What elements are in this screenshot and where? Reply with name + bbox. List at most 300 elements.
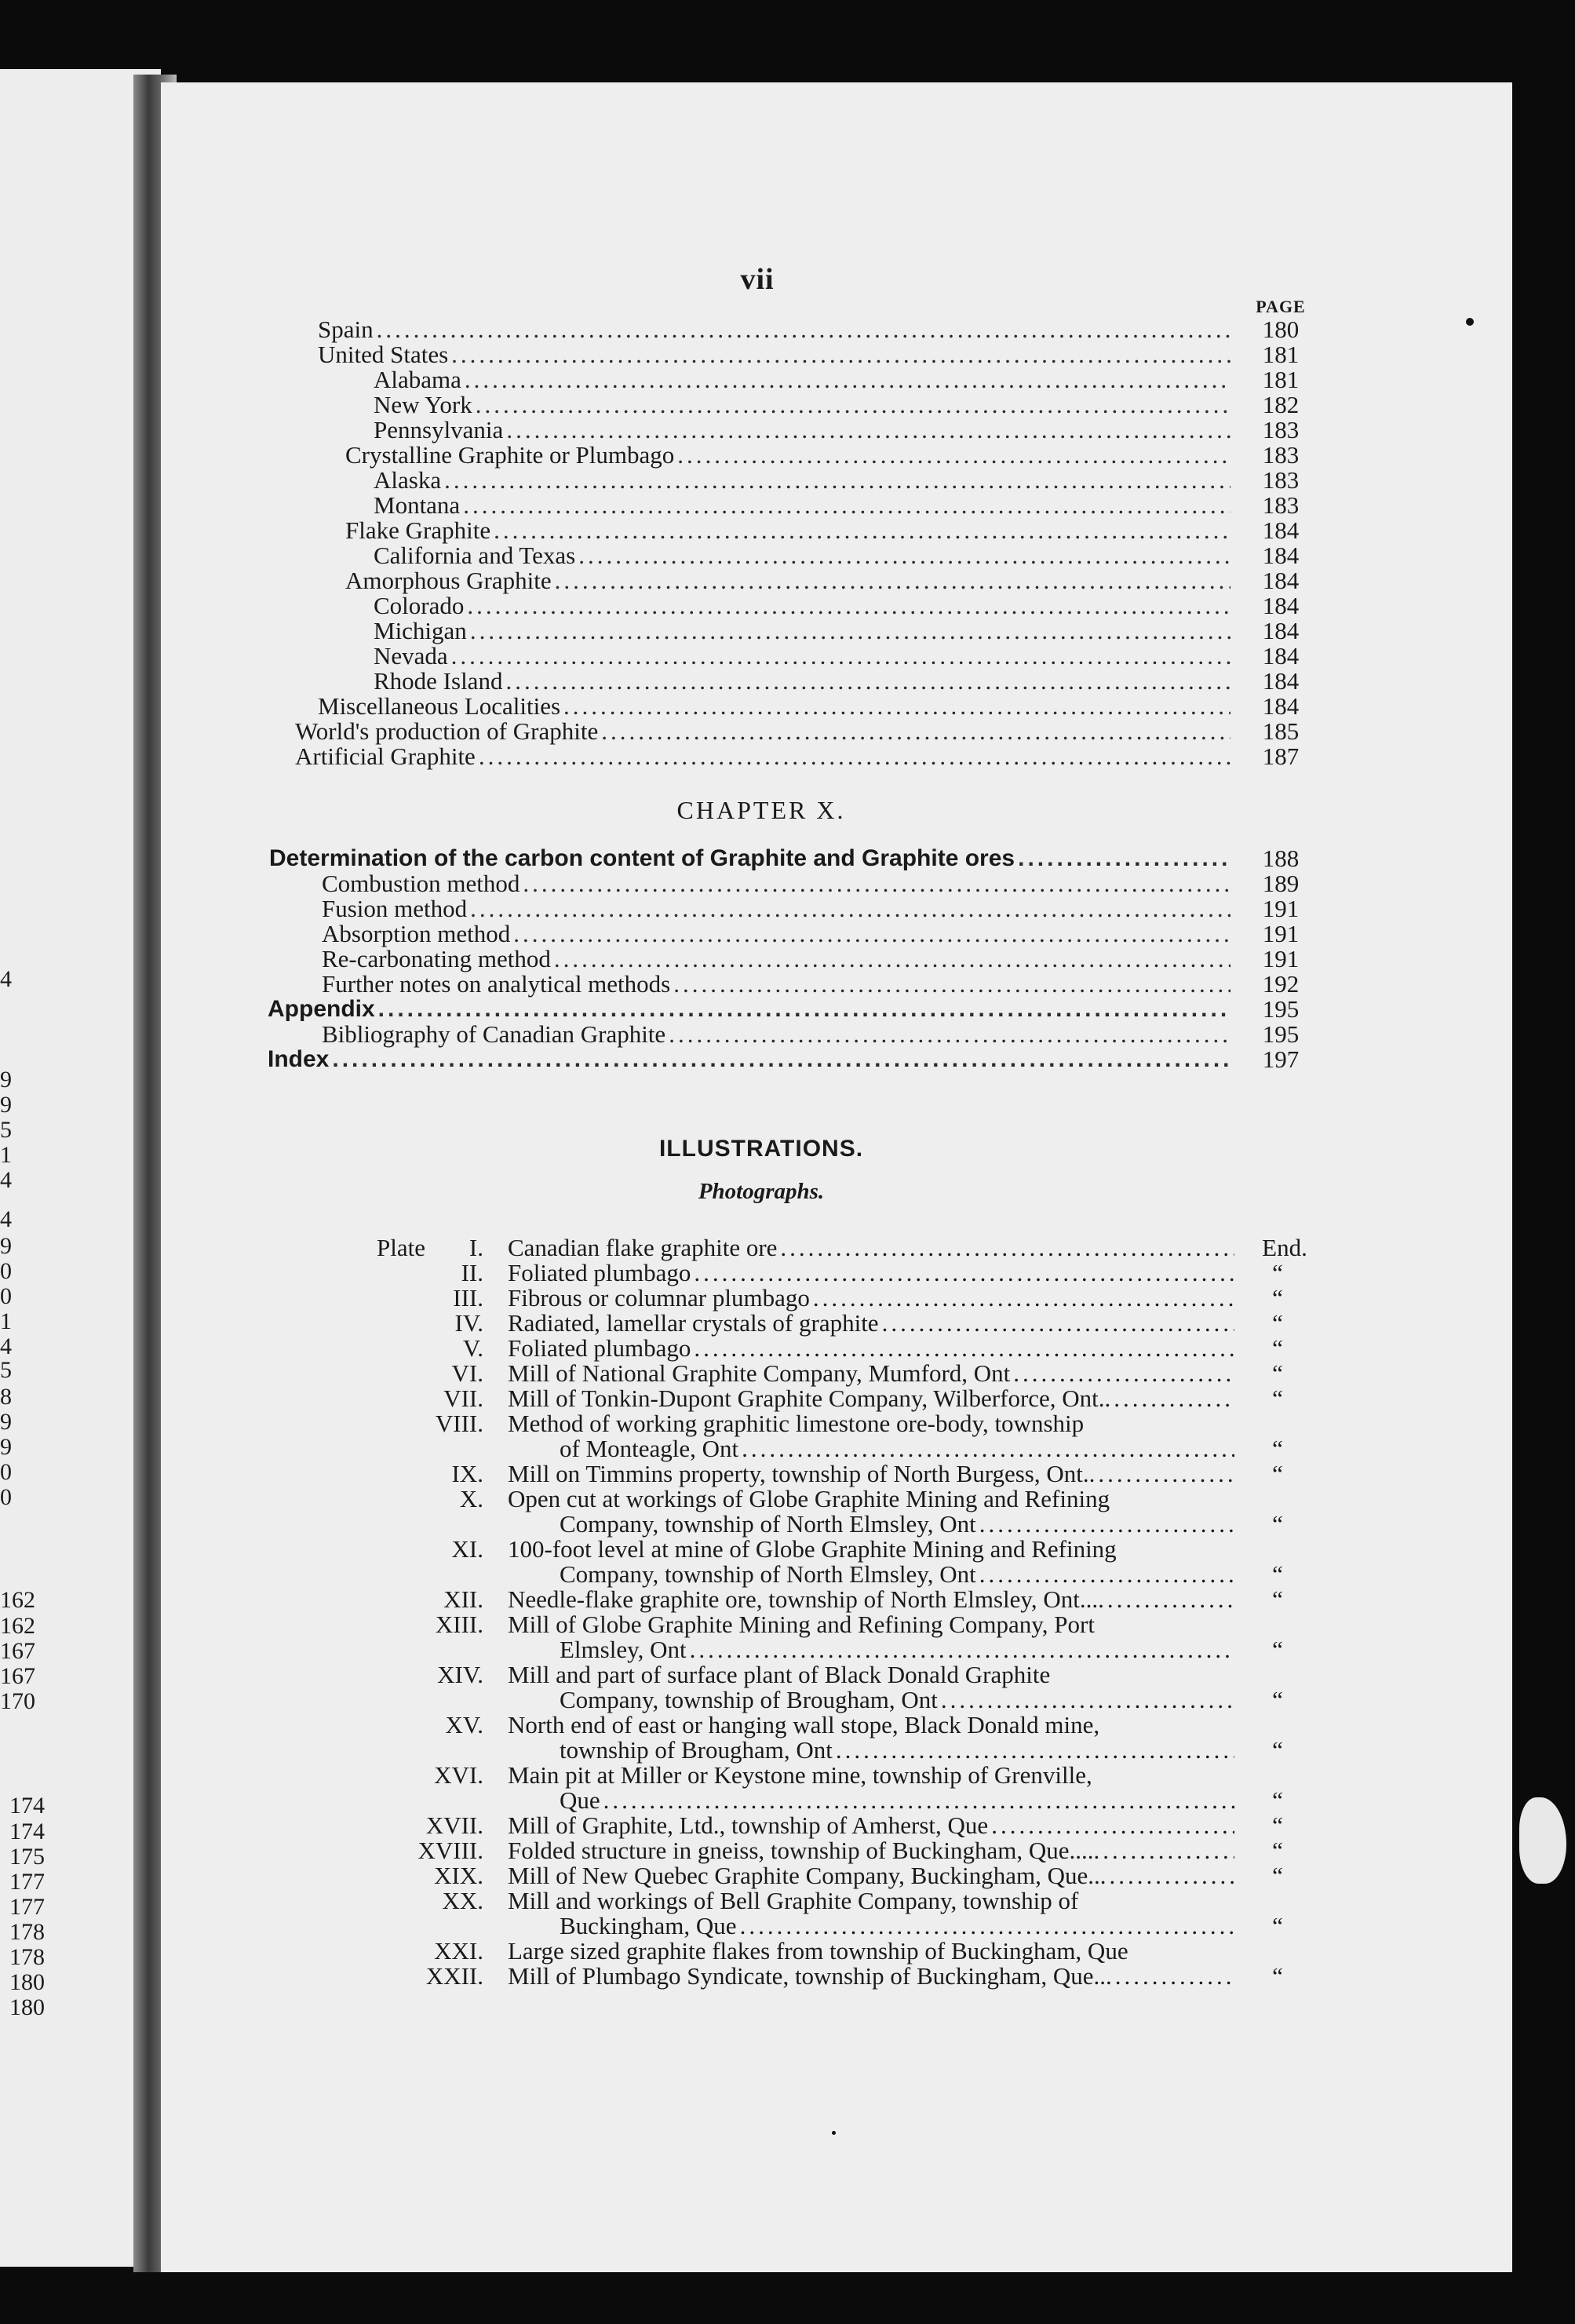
margin-page-number: 174 (9, 1793, 45, 1819)
toc-entry (374, 592, 1300, 619)
toc-page-number: 183 (1262, 491, 1300, 519)
illustrations-heading: ILLUSTRATIONS. (658, 1136, 864, 1162)
dot-leader (690, 1637, 1234, 1662)
toc-entry (374, 391, 1300, 418)
plate-entry (0, 1813, 1334, 1838)
toc-entry (268, 995, 1300, 1023)
plate-number: XIX. (434, 1862, 483, 1889)
dot-leader (742, 1436, 1234, 1461)
margin-page-number: 1 (0, 1142, 12, 1168)
plate-page-ref: “ (1272, 1334, 1283, 1362)
dot-leader (694, 1261, 1234, 1286)
toc-page-number: 184 (1262, 642, 1300, 669)
dot-leader (669, 1022, 1230, 1047)
dot-leader (505, 669, 1230, 694)
dot-leader (467, 593, 1230, 618)
caption-text: Mill of New Quebec Graphite Company, Buckingham, Que... (508, 1862, 1107, 1889)
toc-entry (295, 742, 1300, 770)
plate-entry (0, 1308, 1334, 1337)
plate-caption (508, 1311, 1238, 1336)
margin-page-number: 0 (0, 1283, 12, 1309)
plate-entry (0, 1386, 1334, 1411)
dot-leader (979, 1512, 1234, 1537)
dot-leader (1107, 1587, 1234, 1612)
toc-entry-label: Montana (374, 491, 461, 519)
dot-leader (451, 644, 1230, 669)
caption-line (508, 1286, 1238, 1311)
caption-line (508, 1738, 1238, 1763)
toc-page-number: 189 (1262, 870, 1300, 897)
toc-page-number: 197 (1262, 1045, 1300, 1073)
dot-leader (494, 518, 1230, 543)
caption-line (508, 1914, 1238, 1939)
toc-entry-label: Rhode Island (374, 667, 503, 695)
plate-page-ref: “ (1272, 1837, 1283, 1864)
plate-number: XX. (442, 1887, 483, 1914)
plate-caption (508, 1411, 1238, 1461)
caption-line (508, 1361, 1238, 1386)
plate-page-ref: “ (1272, 1736, 1283, 1764)
plate-entry (0, 1713, 1334, 1763)
plate-page-ref: “ (1272, 1309, 1283, 1337)
margin-page-number: 167 (0, 1638, 35, 1664)
caption-text: Foliated plumbago (508, 1259, 691, 1286)
caption-line (508, 1386, 1238, 1411)
toc-entry (318, 316, 1300, 343)
margin-page-number: 0 (0, 1459, 12, 1485)
plate-caption (508, 1587, 1238, 1612)
caption-line (508, 1436, 1238, 1461)
plate-caption (508, 1863, 1238, 1888)
caption-line (508, 1788, 1238, 1813)
toc-entry-label: Absorption method (322, 920, 511, 947)
toc-page-number: 191 (1262, 895, 1300, 922)
caption-text: 100-foot level at mine of Globe Graphite Mining and Refining (508, 1535, 1117, 1563)
toc-page-number: 184 (1262, 542, 1300, 569)
plate-caption (508, 1461, 1238, 1487)
caption-line (508, 1964, 1238, 1989)
plate-caption (508, 1888, 1238, 1939)
plate-caption (508, 1939, 1238, 1964)
dot-leader (991, 1813, 1234, 1838)
plate-page-ref: “ (1272, 1359, 1283, 1387)
caption-text: Company, township of North Elmsley, Ont (560, 1510, 976, 1538)
plate-entry (0, 1888, 1334, 1939)
toc-entry (322, 895, 1300, 922)
plate-caption (508, 1336, 1238, 1361)
toc-entry-label: Miscellaneous Localities (318, 692, 561, 720)
caption-text: Canadian flake graphite ore (508, 1234, 778, 1261)
caption-line (508, 1612, 1238, 1637)
plate-caption (508, 1964, 1238, 1989)
plate-caption (508, 1386, 1238, 1411)
plate-page-ref: End. (1262, 1234, 1307, 1261)
plate-entry (0, 1838, 1334, 1863)
caption-line (508, 1587, 1238, 1612)
toc-page-number: 187 (1262, 742, 1300, 770)
toc-entry (295, 717, 1300, 745)
toc-entry (374, 667, 1300, 695)
toc-entry-label: Spain (318, 316, 374, 343)
margin-page-number: 9 (0, 1067, 12, 1093)
plate-page-ref: “ (1272, 1385, 1283, 1412)
plate-caption (508, 1361, 1238, 1386)
dot-leader (554, 947, 1230, 972)
plate-number: I. (468, 1234, 483, 1261)
toc-page-number: 185 (1262, 717, 1300, 745)
plate-caption (508, 1838, 1238, 1863)
caption-text: of Monteagle, Ont (560, 1435, 739, 1462)
plate-number: VI. (451, 1359, 483, 1387)
dot-leader (555, 568, 1230, 593)
plate-entry (0, 1964, 1334, 1989)
caption-text: Open cut at workings of Globe Graphite Mining and Refining (508, 1485, 1110, 1512)
plate-number: VIII. (435, 1410, 483, 1437)
toc-entry-label: Alaska (374, 466, 442, 494)
dot-leader (463, 493, 1230, 518)
plate-entry (0, 1361, 1334, 1386)
plate-page-ref: “ (1272, 1435, 1283, 1462)
caption-line (508, 1888, 1238, 1914)
caption-line (508, 1637, 1238, 1662)
plate-number: XXII. (425, 1962, 483, 1990)
caption-line (508, 1562, 1238, 1587)
toc-entry (269, 845, 1300, 872)
toc-page-number: 195 (1262, 995, 1300, 1023)
toc-page-number: 184 (1262, 667, 1300, 695)
plate-page-ref: “ (1272, 1912, 1283, 1939)
caption-text: Mill of Graphite, Ltd., township of Amherst, Que (508, 1811, 989, 1839)
page-number: vii (740, 263, 775, 296)
caption-line (508, 1939, 1238, 1964)
page-column-header: PAGE (1256, 297, 1306, 316)
toc-page-number: 181 (1262, 341, 1300, 368)
toc-entry-label: Further notes on analytical methods (322, 970, 671, 998)
margin-page-number: 180 (9, 1994, 45, 2020)
toc-entry (322, 870, 1300, 897)
plate-number: IV. (454, 1309, 483, 1337)
caption-text: Company, township of Brougham, Ont (560, 1686, 938, 1713)
plate-entry (0, 1763, 1334, 1813)
caption-line (508, 1687, 1238, 1713)
toc-entry-label: Nevada (374, 642, 448, 669)
caption-text: Needle-flake graphite ore, township of North Elmsley, Ont.... (508, 1585, 1104, 1613)
plate-number: XVII. (425, 1811, 483, 1839)
illustrations-subheading: Photographs. (698, 1179, 825, 1204)
plate-caption (508, 1813, 1238, 1838)
margin-page-number: 5 (0, 1357, 12, 1383)
margin-page-number: 9 (0, 1409, 12, 1435)
dot-leader (882, 1311, 1234, 1336)
toc-entry (322, 920, 1300, 947)
plate-number: XI. (451, 1535, 483, 1563)
caption-line (508, 1763, 1238, 1788)
toc-entry-label: Fusion method (322, 895, 468, 922)
plate-page-ref: “ (1272, 1585, 1283, 1613)
plate-caption (508, 1235, 1238, 1261)
caption-text: Company, township of North Elmsley, Ont (560, 1560, 976, 1588)
caption-text: Buckingham, Que (560, 1912, 737, 1939)
caption-text: North end of east or hanging wall stope, Black Donald mine, (508, 1711, 1100, 1738)
toc-page-number: 183 (1262, 441, 1300, 469)
toc-page-number: 181 (1262, 366, 1300, 393)
plate-entry (0, 1587, 1334, 1612)
toc-entry-label: Colorado (374, 592, 465, 619)
dot-leader (1103, 1838, 1234, 1863)
caption-text: township of Brougham, Ont (560, 1736, 833, 1764)
margin-page-number: 177 (9, 1869, 45, 1895)
margin-page-number: 9 (0, 1434, 12, 1460)
caption-text: Mill of National Graphite Company, Mumford, Ont (508, 1359, 1011, 1387)
toc-entry (374, 416, 1300, 443)
plate-entry (0, 1537, 1334, 1587)
toc-entry-label: Re-carbonating method (322, 945, 551, 972)
plate-entry (0, 1939, 1334, 1964)
toc-page-number: 184 (1262, 617, 1300, 644)
toc-entry (374, 617, 1300, 644)
caption-text: Radiated, lamellar crystals of graphite (508, 1309, 879, 1337)
margin-page-number: 178 (9, 1919, 45, 1945)
toc-entry-label: Artificial Graphite (295, 742, 476, 770)
toc-entry (345, 516, 1300, 544)
margin-page-number: 9 (0, 1092, 12, 1118)
plate-entry (0, 1258, 1334, 1286)
margin-page-number: 0 (0, 1258, 12, 1284)
caption-text: Mill of Tonkin-Dupont Graphite Company, Wilberforce, Ont.. (508, 1385, 1111, 1412)
dot-leader (603, 1788, 1234, 1813)
plate-word: Plate (377, 1234, 425, 1261)
caption-text: Mill on Timmins property, township of North Burgess, Ont.. (508, 1460, 1096, 1487)
caption-line (508, 1461, 1238, 1487)
dot-leader (694, 1336, 1234, 1361)
dot-leader (476, 392, 1230, 418)
plate-number: V. (462, 1334, 483, 1362)
plate-entry (0, 1612, 1334, 1662)
dot-leader (1115, 1964, 1234, 1989)
plate-page-ref: “ (1272, 1284, 1283, 1312)
plate-number: XII. (443, 1585, 483, 1613)
dot-leader (979, 1562, 1234, 1587)
plate-entry (0, 1283, 1334, 1312)
margin-page-number: 175 (9, 1844, 45, 1870)
dot-leader (1098, 1461, 1234, 1487)
margin-page-number: 162 (0, 1613, 35, 1639)
dot-leader (332, 1047, 1230, 1072)
margin-page-number: 167 (0, 1663, 35, 1689)
plate-entry (0, 1235, 1334, 1261)
toc-entry-label: Crystalline Graphite or Plumbago (345, 441, 675, 469)
toc-entry-label: World's production of Graphite (295, 717, 599, 745)
toc-entry (318, 341, 1300, 368)
toc-page-number: 191 (1262, 945, 1300, 972)
dot-leader (479, 744, 1230, 769)
plate-number: XIV. (437, 1661, 483, 1688)
plate-page-ref: “ (1272, 1510, 1283, 1538)
toc-entry (374, 366, 1300, 393)
margin-page-number: 0 (0, 1484, 12, 1510)
plate-entry (0, 1461, 1334, 1487)
plate-number: X. (459, 1485, 483, 1512)
caption-text: Fibrous or columnar plumbago (508, 1284, 810, 1312)
toc-entry-label: California and Texas (374, 542, 576, 569)
caption-text: Method of working graphitic limestone ore-body, township (508, 1410, 1085, 1437)
toc-entry (322, 945, 1300, 972)
plate-number: XVIII. (417, 1837, 483, 1864)
margin-page-number: 4 (0, 1206, 12, 1232)
caption-line (508, 1487, 1238, 1512)
caption-text: Main pit at Miller or Keystone mine, township of Grenville, (508, 1761, 1092, 1789)
scan-speck (832, 2131, 836, 2135)
toc-page-number: 184 (1262, 516, 1300, 544)
plate-page-ref: “ (1272, 1811, 1283, 1839)
margin-page-number: 5 (0, 1117, 12, 1143)
toc-page-number: 184 (1262, 567, 1300, 594)
caption-text: Mill and part of surface plant of Black Donald Graphite (508, 1661, 1051, 1688)
plate-entry (0, 1863, 1334, 1888)
caption-text: Folded structure in gneiss, township of Buckingham, Que..... (508, 1837, 1100, 1864)
margin-page-number: 4 (0, 1167, 12, 1193)
toc-entry (322, 970, 1300, 998)
toc-entry (345, 567, 1300, 594)
dot-leader (813, 1286, 1234, 1311)
plate-page-ref: “ (1272, 1636, 1283, 1663)
caption-line (508, 1235, 1238, 1261)
dot-leader (1114, 1386, 1234, 1411)
dot-leader (941, 1687, 1234, 1713)
margin-page-number: 180 (9, 1969, 45, 1995)
dot-leader (523, 871, 1230, 896)
dot-leader (836, 1738, 1234, 1763)
caption-line (508, 1311, 1238, 1336)
caption-line (508, 1662, 1238, 1687)
toc-entry (374, 642, 1300, 669)
dot-leader (1109, 1863, 1234, 1888)
caption-text: Que (560, 1786, 600, 1814)
toc-entry-label: New York (374, 391, 472, 418)
dot-leader (506, 418, 1230, 443)
margin-page-number: 170 (0, 1688, 35, 1714)
plate-page-ref: “ (1272, 1259, 1283, 1286)
caption-line (508, 1261, 1238, 1286)
dot-leader (378, 997, 1230, 1022)
caption-text: Large sized graphite flakes from township of Buckingham, Que (508, 1937, 1128, 1965)
caption-line (508, 1813, 1238, 1838)
toc-entry (374, 491, 1300, 519)
toc-entry-label: Combustion method (322, 870, 520, 897)
plate-number: XXI. (434, 1937, 483, 1965)
dot-leader (470, 618, 1230, 644)
margin-page-number: 178 (9, 1944, 45, 1970)
caption-text: Elmsley, Ont (560, 1636, 687, 1663)
toc-page-number: 195 (1262, 1020, 1300, 1048)
toc-page-number: 184 (1262, 692, 1300, 720)
toc-page-number: 192 (1262, 970, 1300, 998)
plate-entry (0, 1662, 1334, 1713)
toc-page-number: 183 (1262, 416, 1300, 443)
dot-leader (451, 342, 1230, 367)
plate-page-ref: “ (1272, 1862, 1283, 1889)
dot-leader (377, 317, 1230, 342)
toc-entry-label: Bibliography of Canadian Graphite (322, 1020, 666, 1048)
dot-leader (740, 1914, 1234, 1939)
toc-entry-label: Flake Graphite (345, 516, 491, 544)
toc-entry (374, 466, 1300, 494)
margin-page-number: 174 (9, 1819, 45, 1844)
caption-line (508, 1713, 1238, 1738)
plate-number: IX. (451, 1460, 483, 1487)
plate-page-ref: “ (1272, 1962, 1283, 1990)
toc-page-number: 184 (1262, 592, 1300, 619)
caption-text: Mill and workings of Bell Graphite Company, township of (508, 1887, 1079, 1914)
plate-caption (508, 1537, 1238, 1587)
toc-entry-label: Alabama (374, 366, 461, 393)
dot-leader (444, 468, 1230, 493)
plate-number: III. (453, 1284, 483, 1312)
dot-leader (465, 367, 1230, 392)
chapter-heading: CHAPTER X. (676, 796, 846, 824)
plate-caption (508, 1261, 1238, 1286)
plate-page-ref: “ (1272, 1460, 1283, 1487)
caption-line (508, 1838, 1238, 1863)
plate-number: VII. (443, 1385, 483, 1412)
dot-leader (563, 694, 1230, 719)
plate-page-ref: “ (1272, 1686, 1283, 1713)
dot-leader (1018, 846, 1230, 871)
plate-entry (0, 1411, 1334, 1461)
scan-speck (1466, 318, 1474, 326)
dot-leader (470, 896, 1230, 921)
caption-text: Mill of Plumbago Syndicate, township of Buckingham, Que... (508, 1962, 1112, 1990)
caption-text: Mill of Globe Graphite Mining and Refining Company, Port (508, 1611, 1095, 1638)
plate-number: XIII. (435, 1611, 483, 1638)
plate-number: XVI. (434, 1761, 483, 1789)
toc-page-number: 183 (1262, 466, 1300, 494)
plate-entry (0, 1484, 1334, 1538)
caption-text: Foliated plumbago (508, 1334, 691, 1362)
margin-page-number: 162 (0, 1587, 35, 1613)
toc-entry (322, 1020, 1300, 1048)
margin-page-number: 177 (9, 1894, 45, 1920)
plate-page-ref: “ (1272, 1786, 1283, 1814)
plate-entry (0, 1333, 1334, 1362)
toc-page-number: 182 (1262, 391, 1300, 418)
margin-page-number: 4 (0, 1333, 12, 1359)
plate-caption (508, 1286, 1238, 1311)
dot-leader (601, 719, 1230, 744)
toc-entry (268, 1045, 1300, 1073)
toc-page-number: 191 (1262, 920, 1300, 947)
dot-leader (677, 443, 1230, 468)
dot-leader (673, 972, 1230, 997)
dot-leader (578, 543, 1230, 568)
caption-line (508, 1537, 1238, 1562)
toc-entry (345, 441, 1300, 469)
toc-entry-label: Amorphous Graphite (345, 567, 552, 594)
dot-leader (780, 1235, 1234, 1261)
toc-entry-label: Michigan (374, 617, 467, 644)
margin-page-number: 8 (0, 1384, 12, 1410)
margin-page-number: 9 (0, 1233, 12, 1259)
margin-page-number: 1 (0, 1308, 12, 1334)
plate-number: XV. (445, 1711, 483, 1738)
toc-entry-label: Index (268, 1046, 330, 1072)
plate-caption (508, 1612, 1238, 1662)
toc-page-number: 180 (1262, 316, 1300, 343)
plate-caption (508, 1763, 1238, 1813)
toc-entry (374, 542, 1300, 569)
dot-leader (1013, 1361, 1234, 1386)
toc-entry-label: Pennsylvania (374, 416, 504, 443)
